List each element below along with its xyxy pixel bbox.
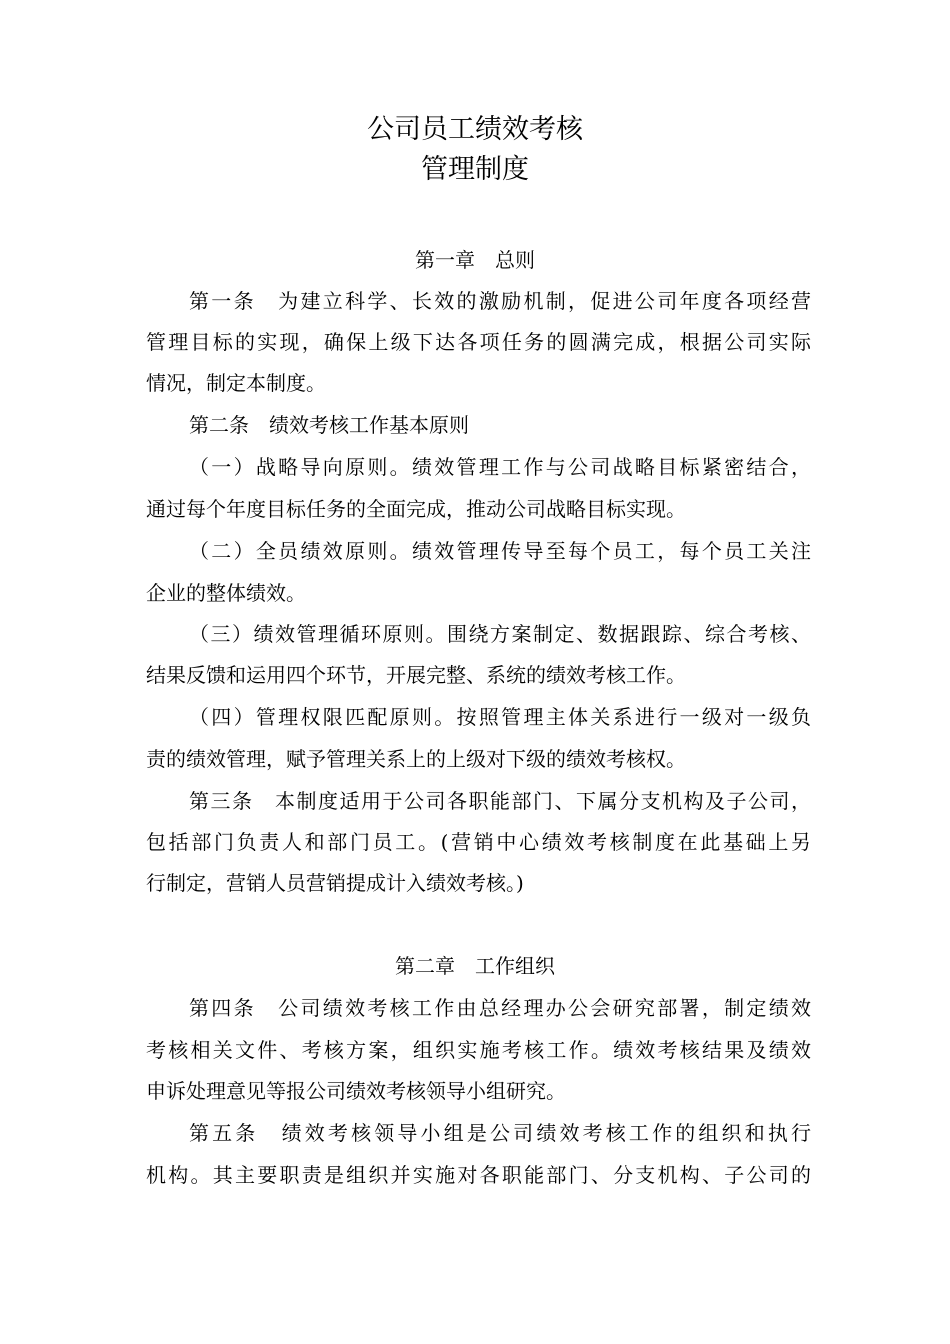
chapter-1-name: 总则 bbox=[495, 248, 535, 272]
title-line-1: 公司员工绩效考核 bbox=[367, 114, 583, 145]
article-2-title: 绩效考核工作基本原则 bbox=[269, 413, 469, 437]
article-4-number: 第四条 bbox=[189, 996, 256, 1020]
article-5-number: 第五条 bbox=[189, 1121, 259, 1145]
article-4-line-2: 考核相关文件、考核方案，组织实施考核工作。绩效考核结果及绩效 bbox=[146, 1038, 811, 1062]
article-5-line-1: 第五条 绩效考核领导小组是公司绩效考核工作的组织和执行 bbox=[189, 1121, 812, 1145]
article-4-line-1: 第四条 公司绩效考核工作由总经理办公会研究部署，制定绩效 bbox=[189, 996, 812, 1020]
article-3-line-3: 行制定，营销人员营销提成计入绩效考核。) bbox=[146, 871, 524, 895]
principle-3-line-1: （三）绩效管理循环原则。围绕方案制定、数据跟踪、综合考核、 bbox=[189, 622, 811, 646]
article-3-line-1: 第三条 本制度适用于公司各职能部门、下属分支机构及子公司， bbox=[189, 789, 811, 813]
chapter-2-name: 工作组织 bbox=[475, 954, 555, 978]
article-2-heading bbox=[189, 405, 811, 445]
chapter-1-heading bbox=[0, 240, 950, 280]
principle-2-line-2: 企业的整体绩效。 bbox=[146, 581, 306, 605]
principle-1-line-1: （一）战略导向原则。绩效管理工作与公司战略目标紧密结合， bbox=[189, 455, 811, 479]
principle-3-line-2: 结果反馈和运用四个环节，开展完整、系统的绩效考核工作。 bbox=[146, 663, 686, 687]
chapter-2-heading bbox=[0, 946, 950, 986]
article-1-line-1: 第一条 为建立科学、长效的激励机制，促进公司年度各项经营 bbox=[189, 289, 812, 313]
article-4-line-3: 申诉处理意见等报公司绩效考核领导小组研究。 bbox=[146, 1079, 566, 1103]
principle-4-line-1: （四）管理权限匹配原则。按照管理主体关系进行一级对一级负 bbox=[189, 705, 811, 729]
document-title bbox=[0, 110, 950, 190]
article-2-number: 第二条 bbox=[189, 413, 249, 437]
article-1-line-2: 管理目标的实现，确保上级下达各项任务的圆满完成，根据公司实际 bbox=[146, 330, 811, 354]
principle-4-line-2: 责的绩效管理，赋予管理关系上的上级对下级的绩效考核权。 bbox=[146, 747, 686, 771]
article-3-line-2: 包括部门负责人和部门员工。(营销中心绩效考核制度在此基础上另 bbox=[146, 830, 811, 854]
article-3-number: 第三条 bbox=[189, 789, 254, 813]
principle-1-line-2: 通过每个年度目标任务的全面完成，推动公司战略目标实现。 bbox=[146, 497, 686, 521]
article-1-line-3: 情况，制定本制度。 bbox=[146, 371, 326, 395]
title-line-2: 管理制度 bbox=[421, 154, 529, 185]
chapter-2-number: 第二章 bbox=[395, 954, 455, 978]
article-1-number: 第一条 bbox=[189, 289, 256, 313]
article-5-line-2: 机构。其主要职责是组织并实施对各职能部门、分支机构、子公司的 bbox=[146, 1163, 811, 1187]
chapter-1-number: 第一章 bbox=[415, 248, 475, 272]
principle-2-line-1: （二）全员绩效原则。绩效管理传导至每个员工，每个员工关注 bbox=[189, 539, 811, 563]
